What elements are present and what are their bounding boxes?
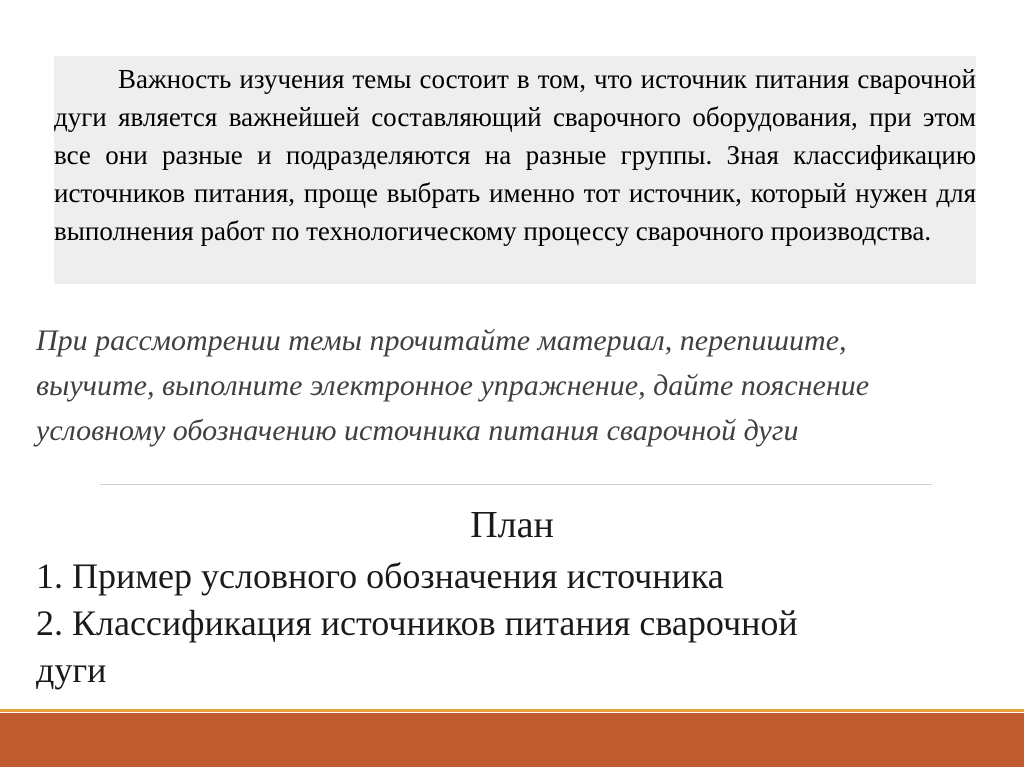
footer-accent-line bbox=[0, 709, 1024, 712]
plan-title: План bbox=[470, 504, 554, 546]
plan-item-1: 1. Пример условного обозначения источника bbox=[36, 556, 724, 596]
instructions-line-3: условному обозначению источника питания сварочной дуги bbox=[36, 414, 799, 447]
footer-band bbox=[0, 713, 1024, 767]
instructions-line-2: выучите, выполните электронное упражнение, дайте пояснение bbox=[36, 369, 870, 402]
plan-item-2: 2. Классификация источников питания сварочной bbox=[36, 603, 798, 643]
instructions-line-1: При рассмотрении темы прочитайте материал, перепишите, bbox=[36, 324, 847, 357]
plan-list bbox=[36, 553, 976, 694]
intro-paragraph: Важность изучения темы состоит в том, что источник питания сварочной дуги является важнейшей составляющий сварочного оборудования, при этом все они разные и подразделяются на разные группы. Зная классификацию источников питания, проще выбрать именно тот источник, который нужен для выполнения работ по технологическому процессу сварочного производства. bbox=[54, 64, 976, 246]
instructions-text bbox=[36, 318, 996, 453]
divider bbox=[100, 484, 932, 485]
plan-item-2-continuation: дуги bbox=[36, 650, 107, 690]
